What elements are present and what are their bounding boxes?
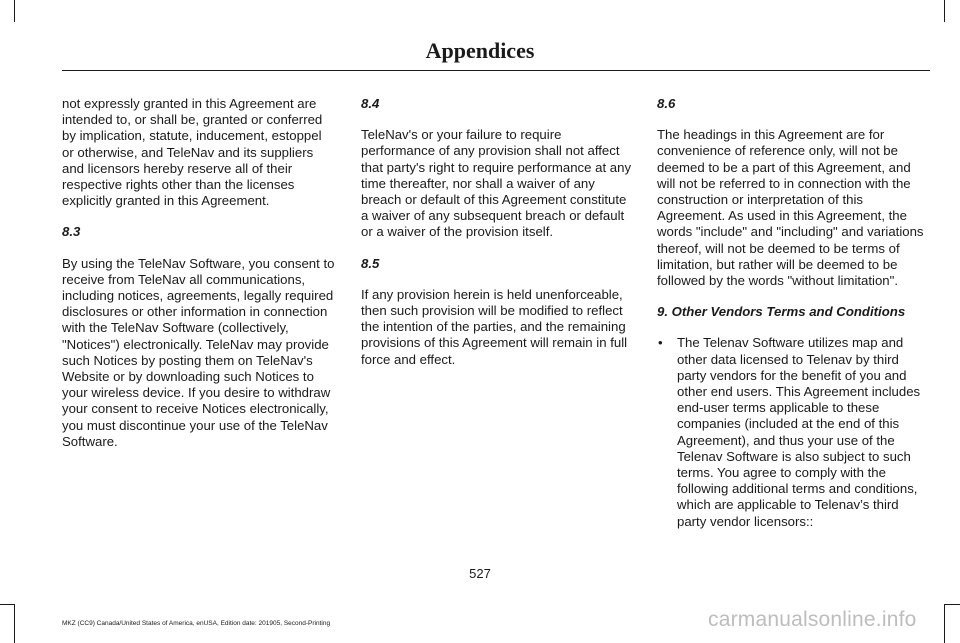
page-number: 527 [469,566,491,581]
paragraph: By using the TeleNav Software, you consent to receive from TeleNav all communications, including notices, agreements, legally required disclosures or other information in connection with the TeleNav Software (collectively, "Notices") electronically. TeleNav may provide such Notices by posting them on TeleNav's Website or by downloading such Notices to your wireless device. If you desire to withdraw your consent to receive Notices electronically, you must discontinue your use of the TeleNav Software. [62,255,335,449]
list-item [657,335,931,529]
watermark-logo: carmanualsonline.info [708,608,917,631]
section-heading: 8.3 [62,224,81,240]
crop-mark-bottom-left-h [0,604,15,605]
bullet-list [657,335,931,529]
paragraph: The headings in this Agreement are for convenience of reference only, will not be deemed to be a part of this Agreement, and will not be referred to in connection with the construction or interpretation of this Agreement. As used in this Agreement, the words "include" and "including" and variations thereof, will not be deemed to be terms of limitation, but rather will be deemed to be followed by the words "without limitation". [657,127,924,289]
paragraph: TeleNav's or your failure to require performance of any provision shall not affect that party's right to require performance at any time thereafter, nor shall a waiver of any breach or default of this Agreement constitute a waiver of any subsequent breach or default or a waiver of the provision itself. [361,127,632,240]
crop-mark-top-right [944,0,945,22]
crop-mark-bottom-right-h [944,604,960,605]
section-heading: 8.4 [361,96,380,111]
crop-mark-top-left [14,0,15,22]
text-column-2 [361,96,635,383]
text-column-3 [657,96,931,530]
section-heading: 8.5 [361,255,380,271]
section-heading: 9. Other Vendors Terms and Conditions [657,304,906,320]
bullet-icon: • [658,335,663,351]
paragraph: not expressly granted in this Agreement are intended to, or shall be, granted or conferred by implication, statute, inducement, estoppel or otherwise, and TeleNav and its suppliers and licensors hereby reserve all of their respective rights other than the licenses explicitly granted in this Agreement. [62,96,323,209]
paragraph: If any provision herein is held unenforceable, then such provision will be modified to reflect the intention of the parties, and the remaining provisions of this Agreement will remain in full force and effect. [361,286,628,367]
footer-edition-text: MKZ (CC9) Canada/United States of America, enUSA, Edition date: 201905, Second-Printing [62,620,331,627]
header-rule [62,70,930,71]
list-item-text: The Telenav Software utilizes map and other data licensed to Telenav by third party vendors for the benefit of you and other end users. This Agreement includes end-user terms applicable to these companies (included at the end of this Agreement), and thus your use of the Telenav Software is also subject to such terms. You agree to comply with the following additional terms and conditions, which are applicable to Telenav’s third party vendor licensors:: [677,335,921,529]
crop-mark-bottom-left [14,604,15,643]
page-title: Appendices [425,38,535,63]
crop-mark-bottom-right [944,604,945,643]
section-heading: 8.6 [657,96,676,111]
text-column-1 [62,96,336,465]
